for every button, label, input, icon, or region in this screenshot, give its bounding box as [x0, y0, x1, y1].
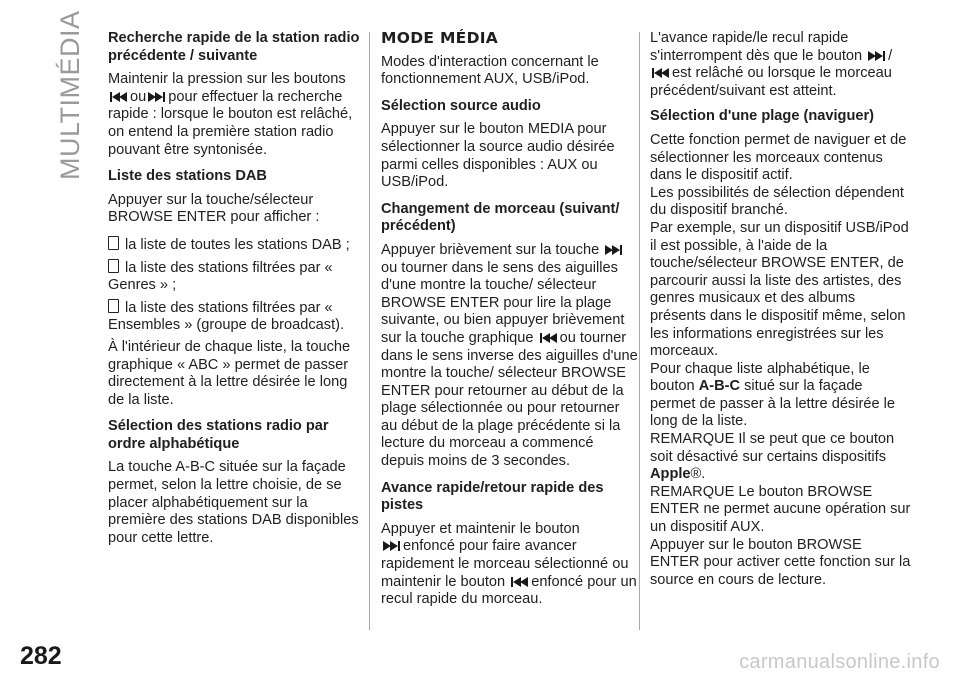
paragraph: Modes d'interaction concernant le fonctionnement AUX, USB/iPod.: [381, 53, 599, 88]
paragraph: Cette fonction permet de naviguer et de sélectionner les morceaux contenus dans le dispositif actif.: [650, 131, 907, 184]
paragraph: [650, 431, 912, 484]
section-title: MODE MÉDIA: [381, 29, 499, 47]
paragraph: Par exemple, sur un dispositif USB/iPod il est possible, à l'aide de la touche/sélecteur BROWSE ENTER, de parcourir aussi la liste des artistes, des genres musicaux et des albums présents dans le dispositif même, selon les informations enregistrées sur les morceaux.: [650, 219, 909, 360]
column-1: [108, 30, 366, 556]
heading-track-select: Sélection d'une plage (naviguer): [650, 108, 875, 125]
list-item-text: la liste des stations filtrées par « Ensembles » (groupe de broadcast).: [108, 299, 345, 334]
column-divider: [639, 32, 640, 630]
paragraph: [381, 521, 639, 609]
list-item: [108, 299, 366, 335]
text: pour effectuer la recherche rapide : lorsque le bouton est relâché, on entend la première station radio pouvant être syntonisée.: [108, 88, 353, 158]
text: Maintenir la pression sur les boutons: [108, 71, 346, 88]
text: ®.: [690, 466, 706, 483]
bold-text: A-B-C: [698, 378, 741, 395]
text: L'avance rapide/le recul rapide s'interrompent dès que le bouton: [650, 30, 863, 64]
heading-quick-search: Recherche rapide de la station radio précédente / suivante: [108, 30, 360, 64]
text: Pour chaque liste alphabétique, le bouton: [650, 360, 870, 395]
paragraph: REMARQUE Le bouton BROWSE ENTER ne permet aucune opération sur un dispositif AUX.: [650, 483, 911, 536]
column-divider: [369, 32, 370, 630]
heading-alphabetical: Sélection des stations radio par ordre alphabétique: [108, 418, 329, 452]
heading-track-change: Changement de morceau (suivant/ précédent): [381, 200, 620, 235]
previous-track-icon: [540, 333, 558, 343]
paragraph: À l'intérieur de chaque liste, la touche graphique « ABC » permet de passer directement à la lettre désirée le long de la liste.: [108, 338, 351, 408]
watermark: carmanualsonline.info: [739, 651, 940, 673]
previous-track-icon: [110, 92, 128, 102]
text: situé sur la façade permet de passer à la lettre désirée le long de la liste.: [650, 378, 895, 430]
paragraph: La touche A-B-C située sur la façade permet, selon la lettre choisie, de se placer alphabétiquement sur la première des stations DAB disponibles pour cette lettre.: [108, 459, 359, 546]
text: enfoncé pour un recul rapide du morceau.: [381, 573, 637, 608]
paragraph: [650, 30, 912, 100]
paragraph: Les possibilités de sélection dépendent du dispositif branché.: [650, 184, 904, 219]
bold-text: Apple: [650, 466, 691, 483]
text: est relâché ou lorsque le morceau précédent/suivant est atteint.: [650, 65, 892, 99]
list-item: [108, 236, 366, 255]
paragraph: [381, 242, 639, 471]
text: ou: [130, 88, 147, 105]
heading-fast-forward: Avance rapide/retour rapide des pistes: [381, 479, 604, 514]
text: /: [888, 47, 893, 64]
column-2: [381, 30, 639, 618]
paragraph: Appuyer sur le bouton BROWSE ENTER pour activer cette fonction sur la source en cours de lecture.: [650, 536, 911, 588]
checkbox-bullet-icon: [108, 236, 119, 250]
text-line: [108, 89, 366, 159]
checkbox-bullet-icon: [108, 299, 119, 313]
next-track-icon: [605, 245, 623, 255]
next-track-icon: [868, 51, 886, 61]
text: Appuyer brièvement sur la touche: [381, 241, 600, 258]
page-number: 282: [20, 642, 62, 670]
next-track-icon: [148, 92, 166, 102]
previous-track-icon: [652, 68, 670, 78]
paragraph: [108, 71, 366, 159]
text-line: [381, 538, 639, 608]
text: ou tourner dans le sens des aiguilles d'une montre la touche/ sélecteur BROWSE ENTER pour lire la plage suivante, ou bien appuyer brièvement sur la touche graphique: [381, 259, 625, 346]
text-line: [650, 65, 912, 100]
checkbox-bullet-icon: [108, 259, 119, 273]
column-3: [650, 30, 912, 597]
list-item: [108, 259, 366, 295]
paragraph: Appuyer sur la touche/sélecteur BROWSE ENTER pour afficher :: [108, 191, 320, 226]
heading-dab-list: Liste des stations DAB: [108, 168, 267, 185]
text: REMARQUE Il se peut que ce bouton soit désactivé sur certains dispositifs: [650, 431, 895, 465]
paragraph: Appuyer sur le bouton MEDIA pour sélectionner la source audio désirée parmi celles disponibles : AUX ou USB/iPod.: [381, 121, 615, 191]
text: ou tourner dans le sens inverse des aiguilles d'une montre la touche/ sélecteur BROWSE ENTER pour retourner au début de la plage sélectionnée ou pour retourner au début de la plage précédente si la lecture du morceau a commencé depuis moins de 3 secondes.: [381, 329, 638, 470]
paragraph: [650, 361, 912, 431]
next-track-icon: [383, 541, 401, 551]
heading-audio-source: Sélection source audio: [381, 97, 541, 114]
list-item-text: la liste des stations filtrées par « Genres » ;: [108, 259, 333, 294]
previous-track-icon: [511, 577, 529, 587]
text: enfoncé pour faire avancer rapidement le morceau sélectionné ou maintenir le bouton: [381, 538, 629, 590]
text: Appuyer et maintenir le bouton: [381, 520, 580, 537]
section-label: MULTIMÉDIA: [55, 10, 85, 180]
list-item-text: la liste de toutes les stations DAB ;: [125, 236, 350, 253]
